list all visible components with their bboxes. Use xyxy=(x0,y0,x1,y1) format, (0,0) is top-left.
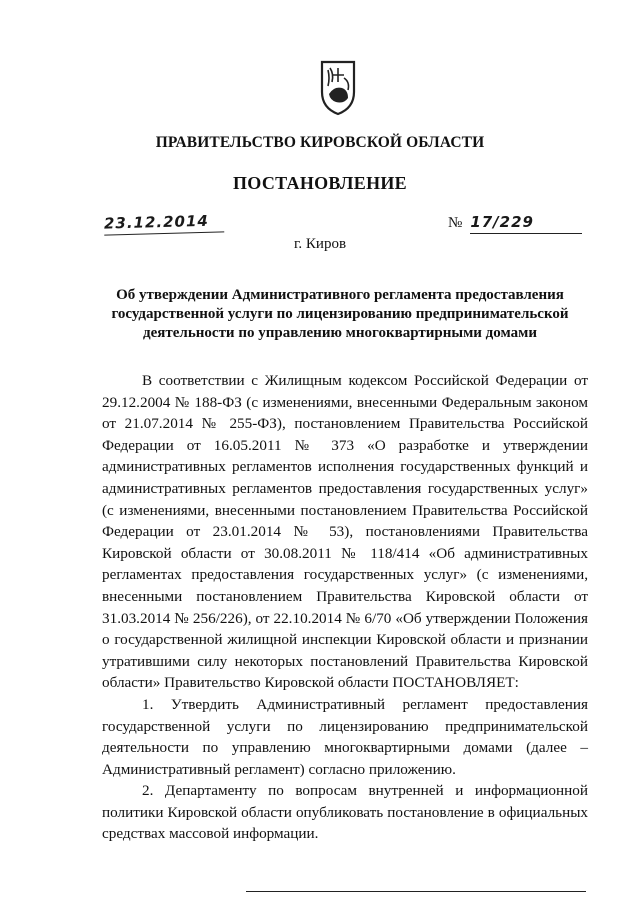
city: г. Киров xyxy=(293,236,347,252)
number-sign: № xyxy=(448,215,463,231)
body-paragraph: В соответствии с Жилищным кодексом Российской Федерации от 29.12.2004 № 188-ФЗ (с изменениями, внесенными Федеральным законом от 21.07.2014 № 255-ФЗ), постановлением Правительства Российской Федерации от 16.05.2011 № 373 «О разработке и утверждении административных регламентов исполнения государственных функций и административных регламентов предоставления государственных услуг» (с изменениями, внесенными постановлением Правительства Российской Федерации от 23.01.2014 № 53), постановлениями Правительства Кировской области от 30.08.2011 № 118/414 «Об административных регламентах предоставления государственных услуг» (с изменениями, внесенными постановлением Правительства Кировской области от 31.03.2014 № 256/226), от 22.10.2014 № 6/70 «Об утверждении Положения о государственной жилищной инспекции Кировской области и признании утратившими силу некоторых постановлений Правительства Кировской области» Правительство Кировской области ПОСТАНОВЛЯЕТ: xyxy=(102,372,588,692)
body-paragraph: 1. Утвердить Административный регламент предоставления государственной услуги по лицензированию предпринимательской деятельности по управлению многоквартирными домами (далее – Административный регламент) согласно приложению. xyxy=(102,695,588,778)
footer-divider xyxy=(246,891,586,892)
coat-of-arms-emblem xyxy=(318,58,358,116)
document-date: 23.12.2014 xyxy=(104,211,225,235)
document-number: 17/229 xyxy=(470,213,582,234)
body-paragraph: 2. Департаменту по вопросам внутренней и информационной политики Кировской области опубликовать постановление в официальных средствах массовой информации. xyxy=(102,782,588,843)
document-body xyxy=(102,370,588,845)
document-number-field xyxy=(448,213,588,234)
document-title: Об утверждении Административного регламента предоставления государственной услуги по лицензированию предпринимательской деятельности по управлению многоквартирными домами xyxy=(111,287,569,341)
organization-name: ПРАВИТЕЛЬСТВО КИРОВСКОЙ ОБЛАСТИ xyxy=(155,134,485,151)
document-type: ПОСТАНОВЛЕНИЕ xyxy=(233,173,407,193)
